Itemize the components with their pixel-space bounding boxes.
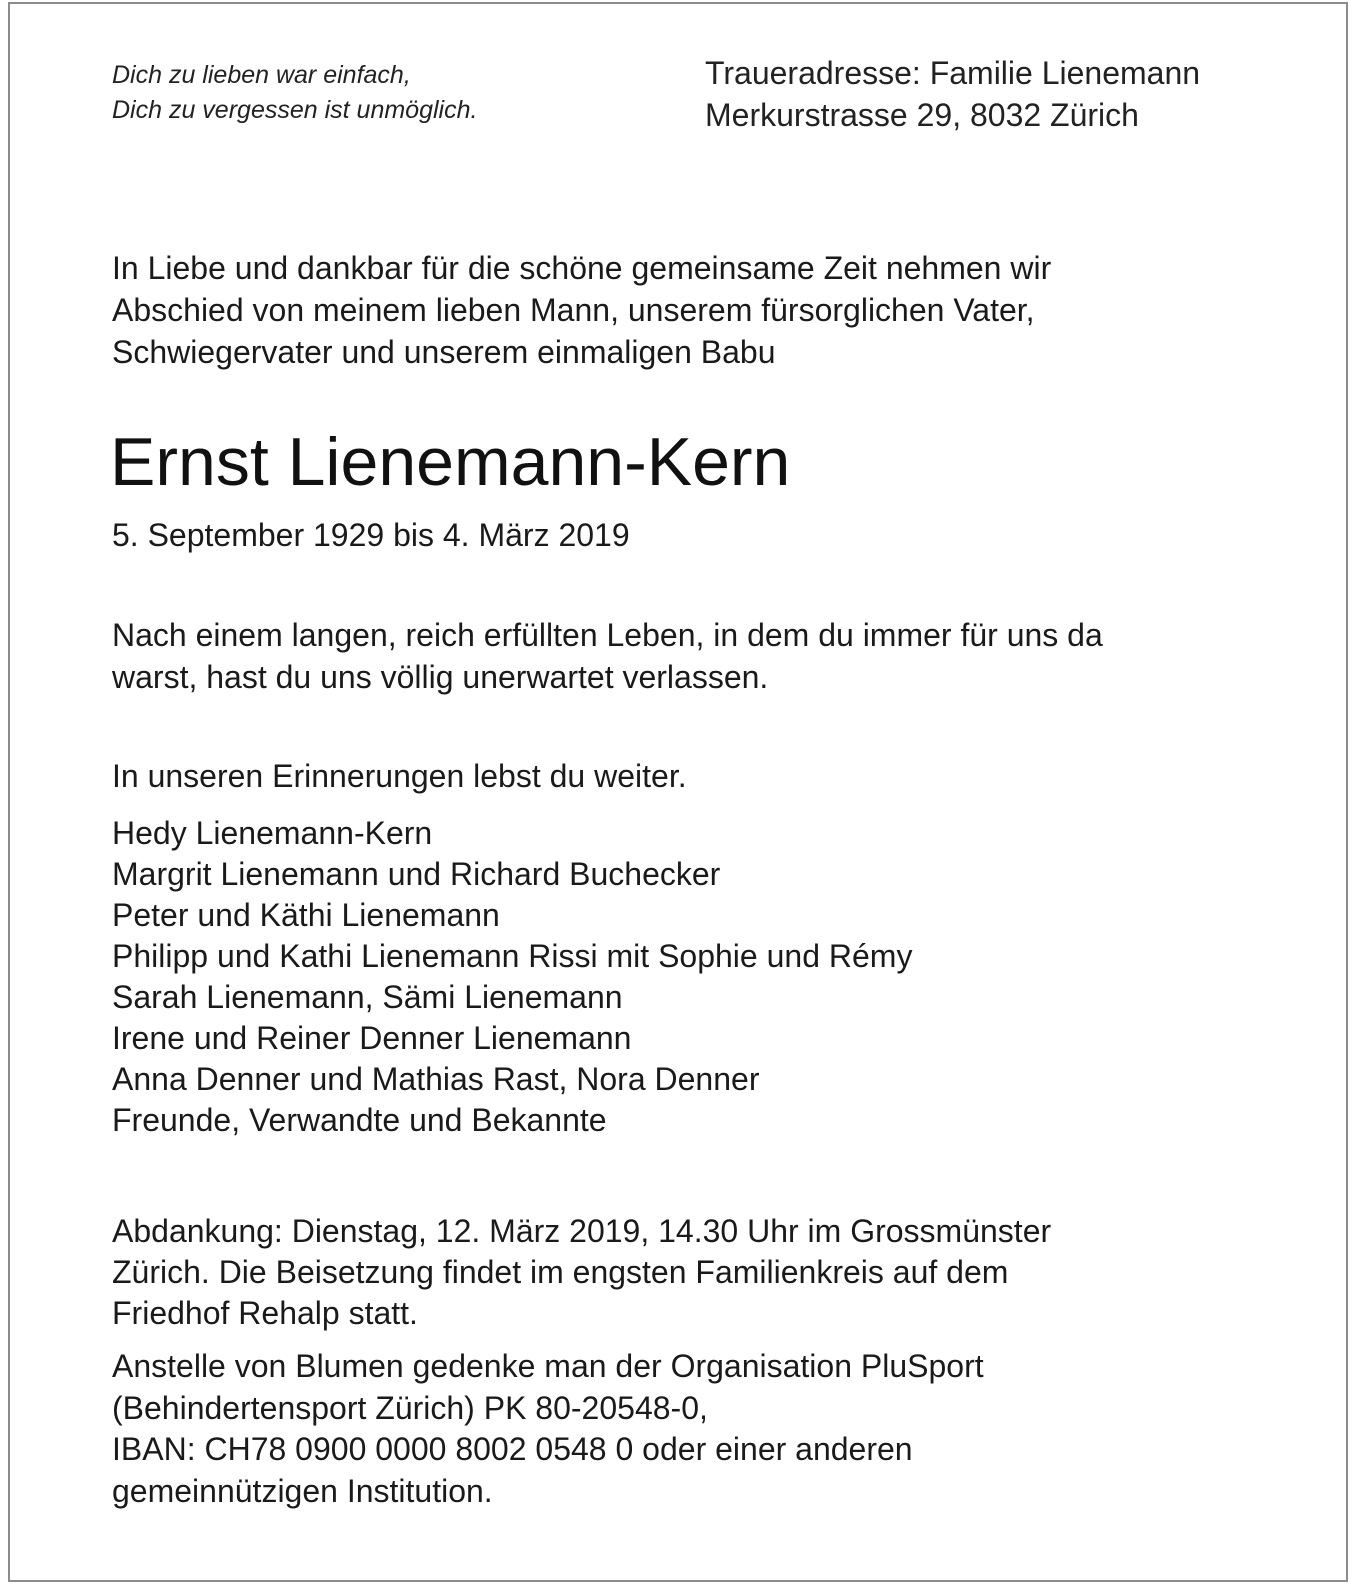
tribute-line: warst, hast du uns völlig unerwartet verlassen.: [112, 659, 769, 695]
ceremony-line: Zürich. Die Beisetzung findet im engsten Familienkreis auf dem: [112, 1254, 1009, 1290]
donation-line: Anstelle von Blumen gedenke man der Organisation PluSport: [112, 1348, 984, 1384]
intro-line: Schwiegervater und unserem einmaligen Babu: [112, 334, 776, 370]
mourners-list: [112, 813, 912, 1141]
mourner-entry: Anna Denner und Mathias Rast, Nora Denner: [112, 1061, 760, 1097]
life-dates: 5. September 1929 bis 4. März 2019: [112, 517, 630, 553]
mourner-entry: Freunde, Verwandte und Bekannte: [112, 1102, 607, 1138]
mourning-address: [705, 52, 1200, 136]
ceremony-info: [112, 1211, 1051, 1334]
mourner-entry: Philipp und Kathi Lienemann Rissi mit Sophie und Rémy: [112, 938, 913, 974]
address-line: Traueradresse: Familie Lienemann: [705, 55, 1201, 91]
tribute-line: Nach einem langen, reich erfüllten Leben, in dem du immer für uns da: [112, 617, 1103, 653]
donation-line: IBAN: CH78 0900 0000 8002 0548 0 oder einer anderen: [112, 1431, 913, 1467]
address-line: Merkurstrasse 29, 8032 Zürich: [705, 97, 1139, 133]
memory-line: In unseren Erinnerungen lebst du weiter.: [112, 758, 687, 794]
donation-line: (Behindertensport Zürich) PK 80-20548-0,: [112, 1389, 708, 1426]
intro-paragraph: [112, 247, 1051, 373]
mourner-entry: Irene und Reiner Denner Lienemann: [112, 1020, 632, 1056]
ceremony-line: Abdankung: Dienstag, 12. März 2019, 14.30 Uhr im Grossmünster: [112, 1213, 1052, 1249]
intro-line: In Liebe und dankbar für die schöne gemeinsame Zeit nehmen wir: [112, 250, 1052, 286]
memorial-quote: [112, 58, 477, 128]
mourner-entry: Hedy Lienemann-Kern: [112, 815, 433, 851]
quote-line: Dich zu lieben war einfach,: [112, 61, 411, 89]
donation-info: [112, 1346, 984, 1512]
tribute-paragraph: [112, 614, 1103, 698]
deceased-name: Ernst Lienemann-Kern: [110, 424, 791, 500]
quote-line: Dich zu vergessen ist unmöglich.: [112, 96, 478, 124]
intro-line: Abschied von meinem lieben Mann, unserem fürsorglichen Vater,: [112, 292, 1035, 328]
donation-line: gemeinnützigen Institution.: [112, 1472, 493, 1509]
mourner-entry: Margrit Lienemann und Richard Buchecker: [112, 856, 721, 892]
mourner-entry: Sarah Lienemann, Sämi Lienemann: [112, 979, 623, 1015]
mourner-entry: Peter und Käthi Lienemann: [112, 897, 500, 933]
ceremony-line: Friedhof Rehalp statt.: [112, 1295, 418, 1331]
